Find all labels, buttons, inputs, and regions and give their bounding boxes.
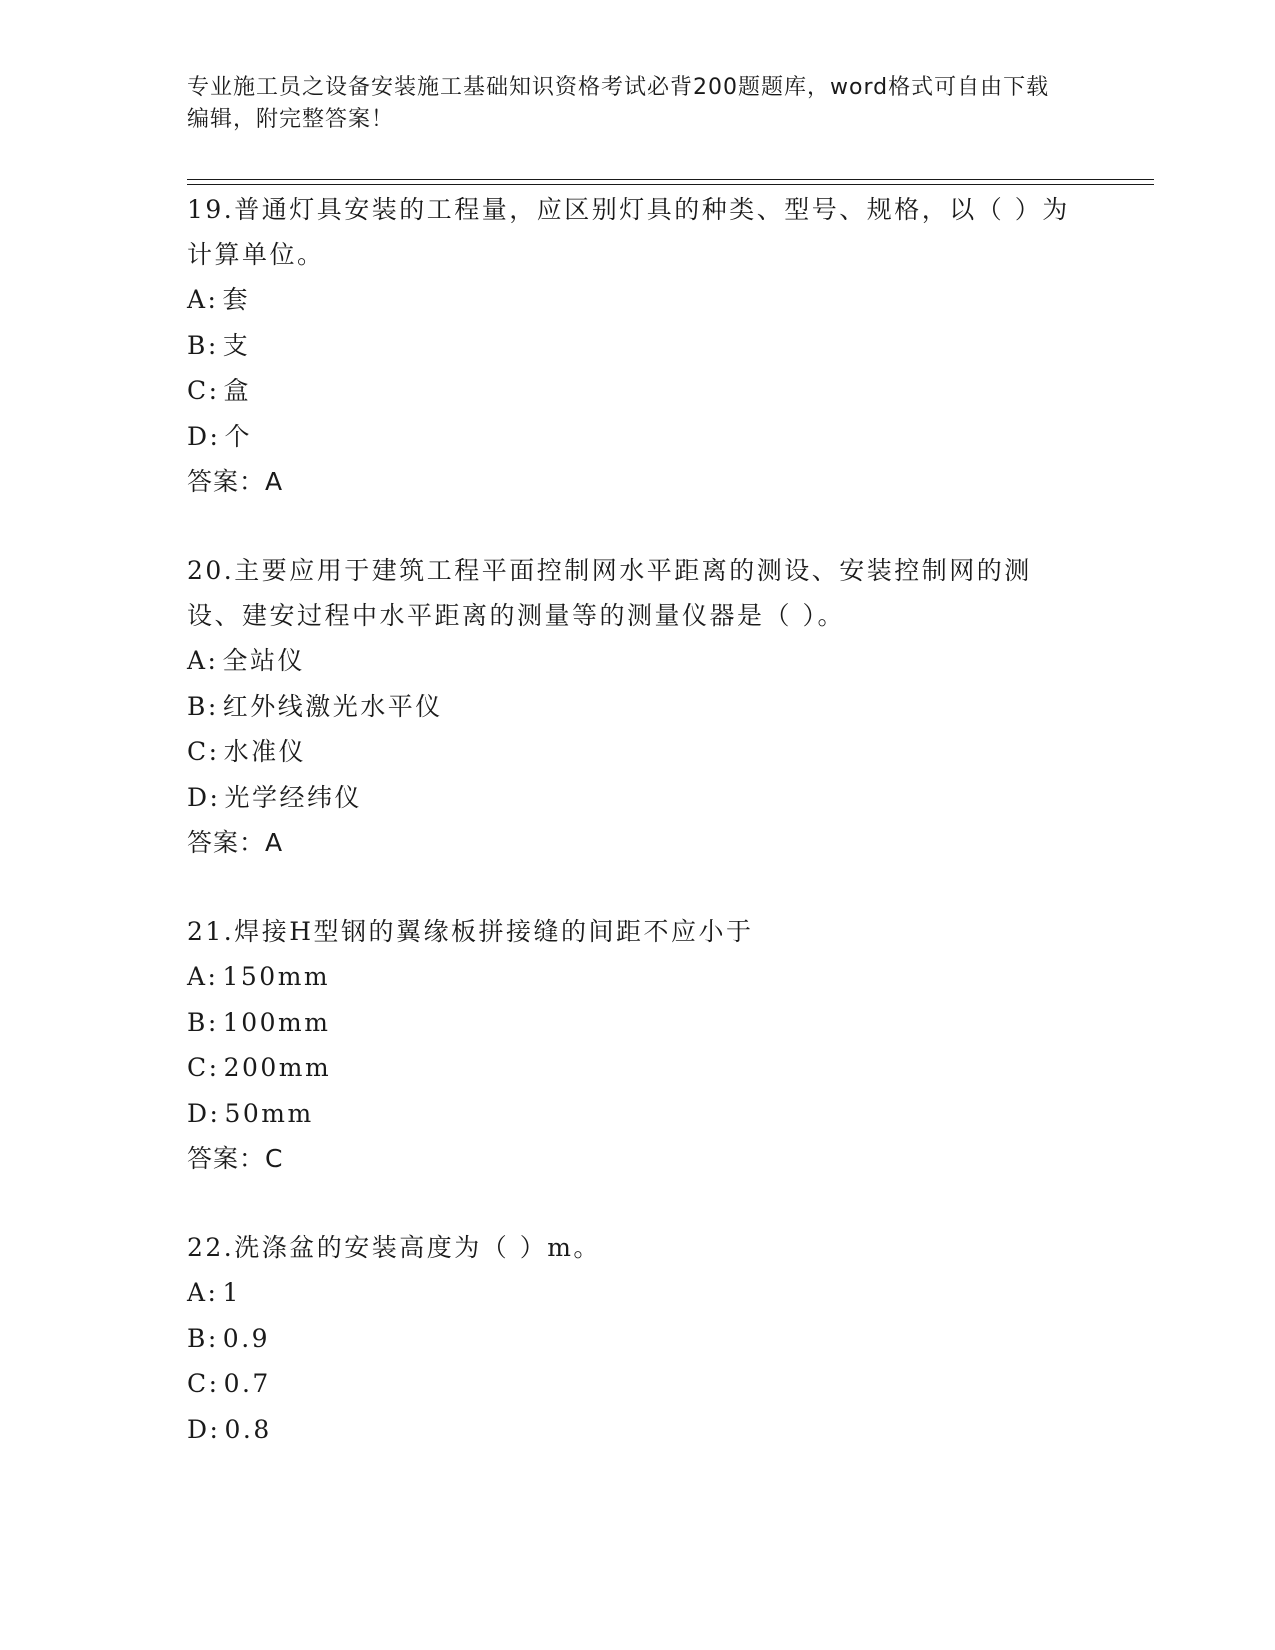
option-letter: D: — [187, 782, 221, 812]
option-letter: D: — [187, 1098, 221, 1128]
option-b — [187, 323, 1147, 369]
document-title: 专业施工员之设备安装施工基础知识资格考试必背200题题库，word格式可自由下载编辑，附完整答案！ — [187, 75, 1050, 132]
option-c — [187, 729, 1147, 775]
option-c — [187, 368, 1147, 414]
option-letter: A: — [187, 285, 219, 314]
answer-label: 答案：A — [187, 828, 284, 857]
question-19 — [187, 187, 1147, 504]
option-text: 支 — [222, 330, 251, 360]
header-divider-top — [187, 179, 1154, 180]
option-letter: B: — [187, 330, 219, 360]
option-letter: B: — [187, 1007, 219, 1037]
option-letter: A: — [187, 962, 219, 991]
question-21 — [187, 909, 1147, 1181]
option-b — [187, 684, 1147, 730]
header-divider-bottom — [187, 184, 1154, 185]
option-b — [187, 1316, 1147, 1362]
option-c — [187, 1045, 1147, 1091]
option-letter: A: — [187, 646, 219, 675]
option-letter: D: — [187, 1414, 221, 1444]
option-d — [187, 414, 1147, 460]
option-letter: B: — [187, 1323, 219, 1353]
question-22 — [187, 1225, 1147, 1452]
question-20 — [187, 548, 1147, 865]
option-a — [187, 277, 1147, 323]
question-spacer — [187, 504, 1147, 548]
option-letter: D: — [187, 421, 221, 451]
option-text: 0.7 — [223, 1369, 271, 1398]
option-d — [187, 1407, 1147, 1453]
question-text: 20.主要应用于建筑工程平面控制网水平距离的测设、安装控制网的测设、建安过程中水平距离的测量等的测量仪器是（ ）。 — [187, 556, 1032, 630]
option-letter: C: — [187, 1369, 220, 1398]
question-spacer — [187, 865, 1147, 909]
option-text: 200mm — [223, 1053, 332, 1082]
option-letter: B: — [187, 691, 219, 721]
option-text: 0.8 — [224, 1414, 272, 1444]
option-b — [187, 1000, 1147, 1046]
option-letter: C: — [187, 376, 220, 405]
option-text: 光学经纬仪 — [224, 782, 362, 812]
answer-label: 答案：C — [187, 1144, 284, 1173]
option-a — [187, 638, 1147, 684]
option-c — [187, 1361, 1147, 1407]
option-text: 盒 — [223, 376, 252, 405]
option-a — [187, 954, 1147, 1000]
question-text: 22.洗涤盆的安装高度为（ ）m。 — [187, 1233, 601, 1262]
option-text: 全站仪 — [222, 646, 305, 675]
option-letter: C: — [187, 1053, 220, 1082]
option-text: 红外线激光水平仪 — [222, 691, 443, 721]
option-text: 50mm — [224, 1098, 314, 1128]
option-text: 套 — [222, 285, 250, 314]
option-text: 100mm — [222, 1007, 331, 1037]
question-text: 21.焊接H型钢的翼缘板拼接缝的间距不应小于 — [187, 917, 754, 946]
answer-label: 答案：A — [187, 467, 284, 496]
option-text: 0.9 — [222, 1323, 271, 1353]
option-d — [187, 775, 1147, 821]
question-text: 19.普通灯具安装的工程量，应区别灯具的种类、型号、规格，以（ ）为计算单位。 — [187, 195, 1070, 269]
option-letter: C: — [187, 737, 220, 766]
option-d — [187, 1091, 1147, 1137]
option-text: 1 — [222, 1278, 241, 1307]
option-a — [187, 1270, 1147, 1316]
option-letter: A: — [187, 1278, 219, 1307]
option-text: 150mm — [222, 962, 331, 991]
question-spacer — [187, 1181, 1147, 1225]
question-list — [187, 187, 1147, 1452]
option-text: 个 — [224, 421, 252, 451]
option-text: 水准仪 — [223, 737, 307, 766]
